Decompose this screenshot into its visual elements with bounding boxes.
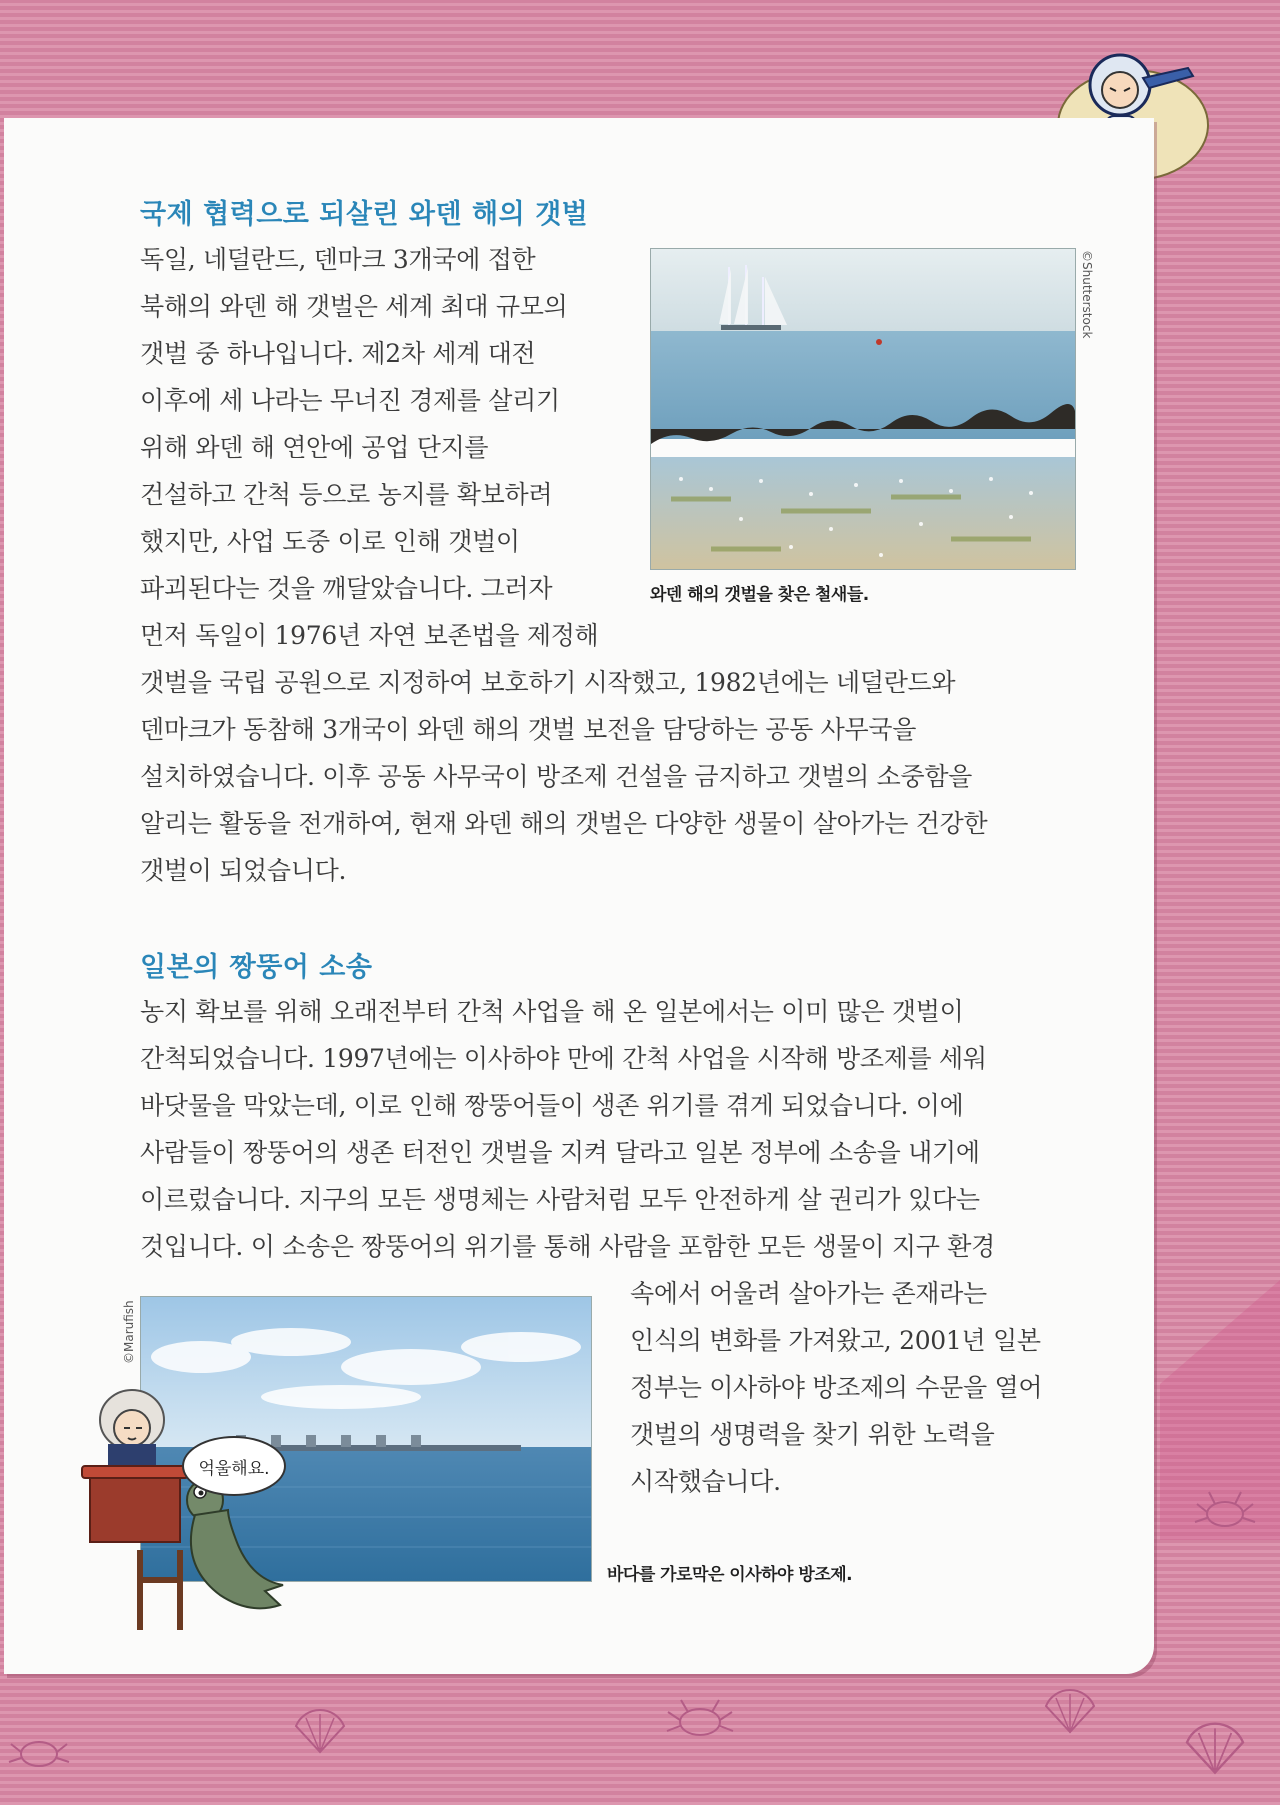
shell-icon (290, 1700, 350, 1760)
wadden-sea-photo (650, 248, 1076, 570)
text-line: 위해 와덴 해 연안에 공업 단지를 (140, 433, 489, 462)
photo-caption: 바다를 가로막은 이사하야 방조제. (607, 1565, 853, 1585)
speech-bubble-text: 억울해요. (198, 1458, 270, 1479)
text-line: 인식의 변화를 가져왔고, 2001년 일본 (630, 1326, 1041, 1355)
text-line: 갯벌이 되었습니다. (140, 856, 347, 885)
text-line: 바닷물을 막았는데, 이로 인해 짱뚱어들이 생존 위기를 겪게 되었습니다. 이에 (140, 1091, 964, 1120)
speech-bubble (182, 1436, 286, 1496)
text-line: 사람들이 짱뚱어의 생존 터전인 갯벌을 지켜 달라고 일본 정부에 소송을 내기에 (140, 1138, 980, 1167)
judge-and-mudskipper-illustration (70, 1380, 300, 1640)
crab-icon (1190, 1482, 1260, 1542)
text-line: 알리는 활동을 전개하여, 현재 와덴 해의 갯벌은 다양한 생물이 살아가는 건강한 (140, 809, 988, 838)
text-line: 간척되었습니다. 1997년에는 이사하야 만에 간척 사업을 시작해 방조제를 세워 (140, 1044, 987, 1073)
section2-text-narrow (630, 1270, 1042, 1505)
text-line: 북해의 와덴 해 갯벌은 세계 최대 규모의 (140, 292, 568, 321)
photo-credit: ©Shutterstock (1080, 250, 1094, 339)
section-heading-mudskipper-lawsuit: 일본의 짱뚱어 소송 (140, 952, 373, 983)
text-line: 파괴된다는 것을 깨달았습니다. 그러자 (140, 574, 553, 603)
text-line: 시작했습니다. (630, 1467, 781, 1496)
crab-icon (4, 1722, 74, 1782)
shell-icon (1180, 1712, 1250, 1782)
text-line: 정부는 이사하야 방조제의 수문을 열어 (630, 1373, 1043, 1402)
text-line: 속에서 어울려 살아가는 존재라는 (630, 1279, 987, 1308)
shell-icon (1040, 1680, 1100, 1740)
text-line: 것입니다. 이 소송은 짱뚱어의 위기를 통해 사람을 포함한 모든 생물이 지구 환경 (140, 1232, 995, 1261)
text-line: 건설하고 간척 등으로 농지를 확보하려 (140, 480, 553, 509)
text-line: 갯벌의 생명력을 찾기 위한 노력을 (630, 1420, 995, 1449)
text-line: 설치하였습니다. 이후 공동 사무국이 방조제 건설을 금지하고 갯벌의 소중함을 (140, 762, 973, 791)
crab-icon (660, 1690, 740, 1750)
text-line: 이후에 세 나라는 무너진 경제를 살리기 (140, 386, 560, 415)
text-line: 했지만, 사업 도중 이로 인해 갯벌이 (140, 527, 520, 556)
text-line: 이르렀습니다. 지구의 모든 생명체는 사람처럼 모두 안전하게 살 권리가 있다는 (140, 1185, 980, 1214)
photo-caption: 와덴 해의 갯벌을 찾은 철새들. (650, 585, 869, 605)
text-line: 농지 확보를 위해 오래전부터 간척 사업을 해 온 일본에서는 이미 많은 갯벌이 (140, 997, 964, 1026)
text-line: 독일, 네덜란드, 덴마크 3개국에 접한 (140, 245, 536, 274)
text-line: 갯벌을 국립 공원으로 지정하여 보호하기 시작했고, 1982년에는 네덜란드와 (140, 668, 956, 697)
text-line: 덴마크가 동참해 3개국이 와덴 해의 갯벌 보전을 담당하는 공동 사무국을 (140, 715, 917, 744)
text-line: 갯벌 중 하나입니다. 제2차 세계 대전 (140, 339, 536, 368)
photo-credit: ©Marufish (122, 1300, 136, 1364)
section-heading-wadden-sea: 국제 협력으로 되살린 와덴 해의 갯벌 (140, 199, 589, 230)
text-line: 먼저 독일이 1976년 자연 보존법을 제정해 (140, 621, 599, 650)
section2-text-wide (140, 988, 995, 1270)
